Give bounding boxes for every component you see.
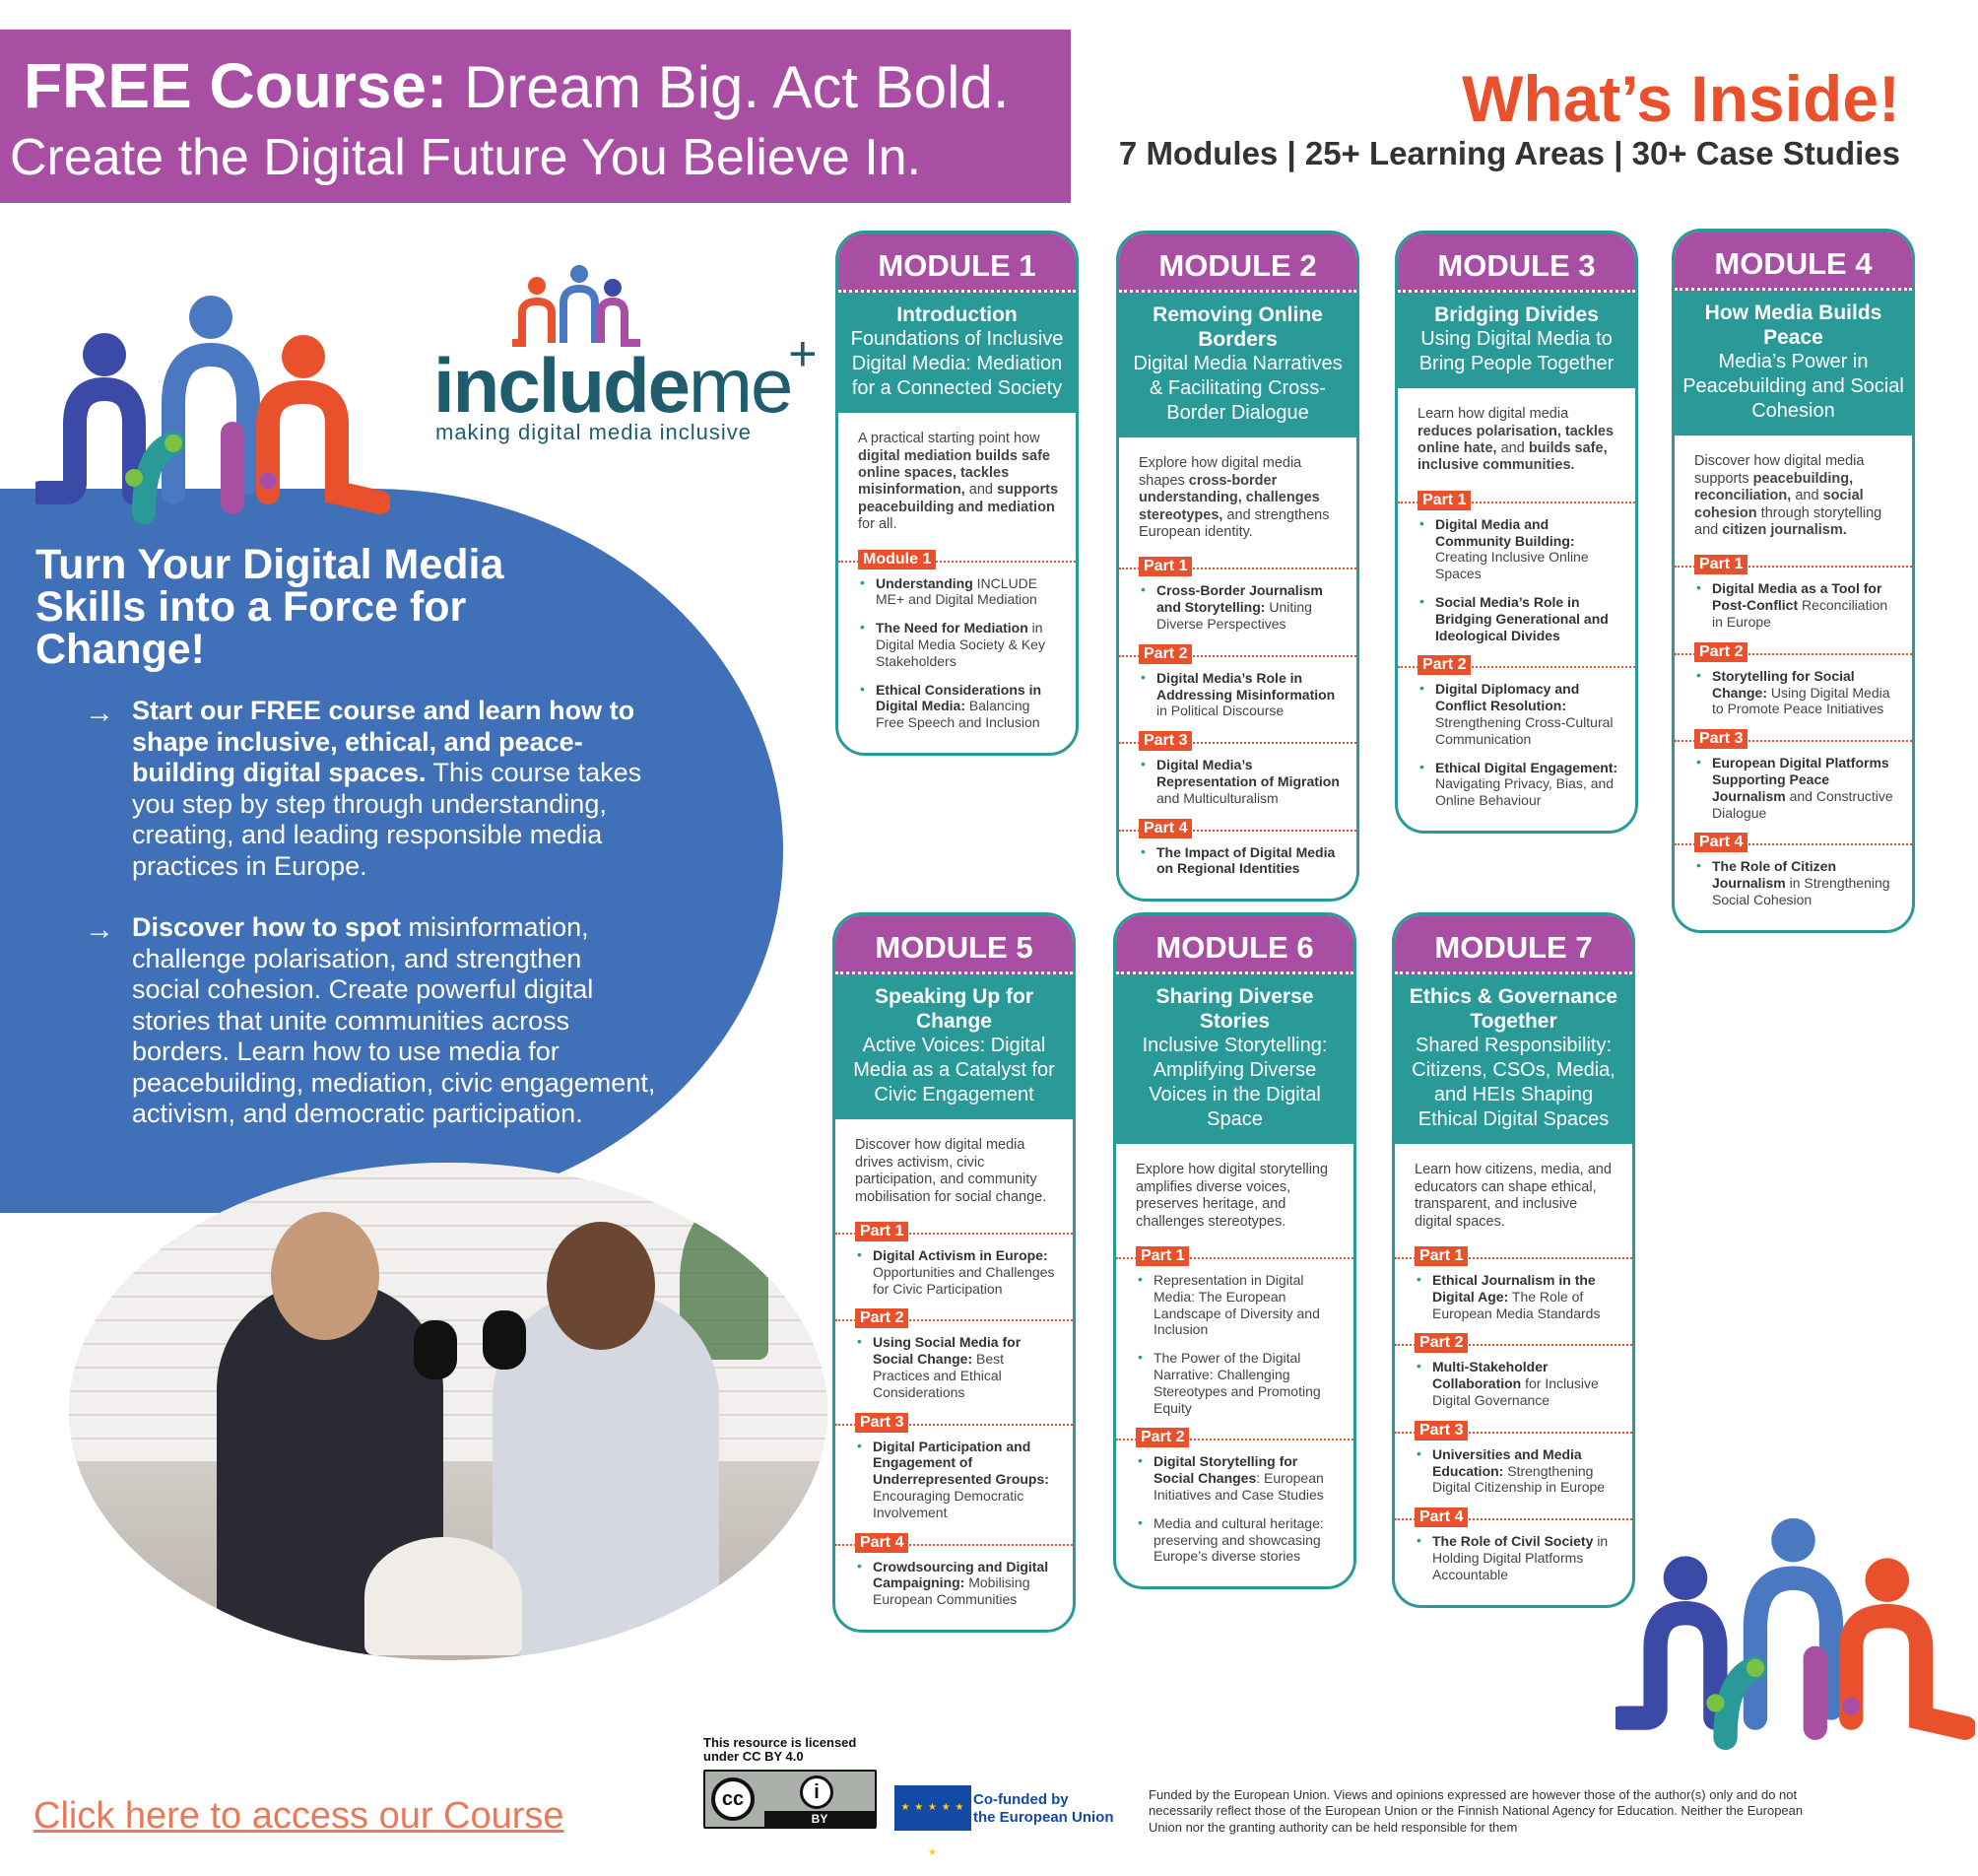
topic-item: • The Role of Citizen Journalism in Strengthening Social Cohesion (1712, 858, 1898, 907)
wordmark-include: include (433, 342, 690, 429)
module-card-2[interactable] (1116, 231, 1359, 902)
module-label: MODULE 6 (1116, 915, 1353, 974)
hero-bullet-1 (85, 696, 656, 882)
part-divider (835, 1413, 1073, 1435)
part-topic-list (1395, 1272, 1632, 1321)
arrow-right-icon: → (85, 697, 114, 729)
module-label: MODULE 5 (835, 915, 1073, 974)
part-topic-list (1398, 516, 1635, 644)
part-topic-list (835, 1334, 1073, 1400)
podcast-photo (69, 1163, 827, 1660)
part-label: Part 3 (855, 1413, 908, 1433)
part-label: Part 4 (1415, 1508, 1468, 1527)
part-divider (1675, 729, 1912, 751)
module-description: Learn how digital media reduces polarisation, tackles online hate, and builds safe, inclusive communities. (1418, 406, 1615, 474)
topic-item: • Multi-Stakeholder Collaboration for Inclusive Digital Governance (1432, 1359, 1618, 1408)
module-title: Bridging Divides (1434, 303, 1599, 326)
topic-item: • Digital Activism in Europe: Opportunities and Challenges for Civic Participation (873, 1247, 1059, 1297)
topic-item: • Universities and Media Education: Strengthening Digital Citizenship in Europe (1432, 1446, 1618, 1496)
part-divider (835, 1308, 1073, 1330)
part-topic-list (1119, 582, 1356, 632)
part-label: Part 2 (855, 1308, 908, 1328)
part-label: Part 2 (1415, 1333, 1468, 1353)
topic-item: • Using Social Media for Social Change: Best Practices and Ethical Considerations (873, 1334, 1059, 1400)
part-divider (1398, 491, 1635, 512)
part-divider (1395, 1246, 1632, 1268)
part-divider (1675, 555, 1912, 576)
topic-item: • Understanding INCLUDE ME+ and Digital Mediation (876, 575, 1062, 609)
part-topic-list (1119, 757, 1356, 806)
topic-item: • Ethical Considerations in Digital Media: Balancing Free Speech and Inclusion (876, 682, 1062, 731)
part-label: Part 3 (1415, 1421, 1468, 1440)
module-label: MODULE 3 (1398, 234, 1635, 293)
part-divider (1675, 642, 1912, 664)
part-label: Part 3 (1694, 729, 1747, 749)
part-topic-list (1398, 681, 1635, 809)
part-label: Part 4 (1694, 833, 1747, 852)
topic-item: • Digital Media’s Role in Addressing Misinformation in Political Discourse (1156, 670, 1343, 719)
part-topic-list (1395, 1533, 1632, 1582)
brand-tagline: making digital media inclusive (435, 420, 753, 444)
part-divider (838, 550, 1076, 571)
header-line-1 (24, 49, 1010, 122)
module-title: Ethics & Governance Together (1409, 985, 1618, 1034)
part-divider (1119, 819, 1356, 840)
part-label: Part 4 (1139, 819, 1192, 838)
module-subtitle: Media’s Power in Peacebuilding and Social Cohesion (1682, 351, 1904, 423)
part-label: Part 2 (1694, 642, 1747, 662)
module-subtitle: Using Digital Media to Bring People Together (1418, 328, 1615, 375)
topic-item: • Digital Media as a Tool for Post-Conflict Reconciliation in Europe (1712, 580, 1898, 630)
module-label: MODULE 2 (1119, 234, 1356, 293)
eu-line-2: the European Union (973, 1809, 1114, 1826)
topic-item: • The Role of Civil Society in Holding Digital Platforms Accountable (1432, 1533, 1618, 1582)
course-stats: 7 Modules | 25+ Learning Areas | 30+ Case Studies (1118, 135, 1900, 171)
part-label: Part 1 (855, 1222, 908, 1241)
attribution-icon: i (800, 1776, 833, 1809)
module-card-7[interactable] (1392, 912, 1635, 1608)
cc-by-badge[interactable] (703, 1770, 877, 1829)
part-topic-list (1395, 1446, 1632, 1496)
topic-item: • Cross-Border Journalism and Storytelling: Uniting Diverse Perspectives (1156, 582, 1343, 632)
module-title-box (835, 974, 1073, 1119)
part-divider (1395, 1421, 1632, 1442)
part-topic-list (1116, 1272, 1353, 1416)
module-card-1[interactable] (835, 231, 1079, 756)
part-topic-list (835, 1439, 1073, 1521)
topic-item: • Digital Storytelling for Social Changes: European Initiatives and Case Studies (1154, 1453, 1340, 1503)
topic-item: • European Digital Platforms Supporting Peace Journalism and Constructive Dialogue (1712, 755, 1898, 821)
module-label: MODULE 1 (838, 234, 1076, 293)
part-divider (1395, 1508, 1632, 1529)
part-divider (1116, 1428, 1353, 1449)
module-description: Explore how digital media shapes cross-border understanding, challenges stereotypes, and strengthens European identity. (1139, 455, 1330, 540)
hero-bullet-2-text: misinformation, challenge polarisation, and strengthen social cohesion. Create powerful digital stories that unite communities across borders. Learn how to use media for peacebuilding, mediation, civic engagement, activism, and democratic participation. (132, 912, 656, 1129)
module-title: Introduction (896, 303, 1018, 326)
header-banner (0, 30, 1071, 203)
part-label: Part 2 (1418, 655, 1471, 675)
eu-flag-icon (894, 1785, 971, 1858)
whats-inside-title: What’s Inside! (1462, 62, 1900, 135)
includeme-figures-logo-bottom (1615, 1517, 1975, 1759)
part-label: Part 1 (1139, 557, 1192, 576)
includeme-figures-logo (35, 296, 390, 532)
module-subtitle: Active Voices: Digital Media as a Catalyst for Civic Engagement (853, 1035, 1055, 1106)
module-title-box (838, 293, 1076, 413)
eu-stars: ★ ★ ★ ★ ★ ★ (900, 1802, 965, 1858)
topic-item: • The Impact of Digital Media on Regional Identities (1156, 844, 1343, 878)
includeme-small-figures (502, 264, 650, 353)
arrow-right-icon: → (85, 913, 114, 946)
part-topic-list (1675, 858, 1912, 907)
module-title-box (1116, 974, 1353, 1144)
part-topic-list (835, 1559, 1073, 1608)
part-divider (1119, 557, 1356, 578)
header-line-2: Create the Digital Future You Believe In. (10, 129, 922, 186)
module-title: Removing Online Borders (1153, 303, 1323, 352)
topic-item: • Storytelling for Social Change: Using Digital Media to Promote Peace Initiatives (1712, 668, 1898, 717)
module-title-box (1395, 974, 1632, 1144)
part-divider (1119, 731, 1356, 753)
part-label: Part 3 (1139, 731, 1192, 751)
part-label: Part 1 (1418, 491, 1471, 510)
hero-title: Turn Your Digital Media Skills into a Force for Change! (35, 541, 504, 673)
topic-item: • Digital Diplomacy and Conflict Resolution: Strengthening Cross-Cultural Communication (1435, 681, 1621, 747)
topic-item: • Digital Media’s Representation of Migration and Multiculturalism (1156, 757, 1343, 806)
part-label: Part 1 (1694, 555, 1747, 574)
topic-item: • Media and cultural heritage: preserving and showcasing Europe’s diverse stories (1154, 1515, 1340, 1565)
module-card-4[interactable] (1672, 229, 1915, 933)
topic-item: • Ethical Journalism in the Digital Age: The Role of European Media Standards (1432, 1272, 1618, 1321)
module-title: Speaking Up for Change (874, 985, 1034, 1034)
module-subtitle: Digital Media Narratives & Facilitating Cross-Border Dialogue (1133, 353, 1343, 425)
topic-item: • Digital Media and Community Building: Creating Inclusive Online Spaces (1435, 516, 1621, 582)
eu-cofunded-text (973, 1791, 1114, 1827)
part-divider (1675, 833, 1912, 854)
module-description: A practical starting point how digital mediation builds safe online spaces, tackles misinformation, and supports peacebuilding and mediation for all. (858, 431, 1059, 533)
part-topic-list (1116, 1453, 1353, 1565)
part-label: Part 4 (855, 1533, 908, 1553)
part-topic-list (1395, 1359, 1632, 1408)
part-topic-list (1119, 670, 1356, 719)
module-card-6[interactable] (1113, 912, 1356, 1589)
part-topic-list (1675, 755, 1912, 821)
includeme-wordmark (433, 326, 816, 431)
hero-bullet-2-bold: Discover how to spot (132, 912, 402, 942)
eu-line-1: Co-funded by (973, 1791, 1069, 1808)
part-divider (1119, 644, 1356, 666)
module-card-5[interactable] (832, 912, 1076, 1633)
module-title: Sharing Diverse Stories (1155, 985, 1314, 1034)
part-topic-list (1119, 844, 1356, 878)
part-label: Part 2 (1136, 1428, 1189, 1447)
module-label: MODULE 7 (1395, 915, 1632, 974)
hero-bullet-1-bold: Start our FREE course and learn how to shape inclusive, ethical, and peace-building digital spaces. (132, 696, 635, 788)
header-slogan: Dream Big. Act Bold. (447, 54, 1010, 120)
module-title: How Media Builds Peace (1704, 302, 1882, 350)
part-divider (835, 1533, 1073, 1555)
part-divider (1116, 1246, 1353, 1268)
module-description: Learn how citizens, media, and educators can shape ethical, transparent, and inclusive digital spaces. (1415, 1162, 1612, 1230)
part-label: Part 1 (1415, 1246, 1468, 1266)
topic-item: • Social Media’s Role in Bridging Generational and Ideological Divides (1435, 594, 1621, 643)
cc-icon: cc (711, 1777, 755, 1821)
license-text: This resource is licensed under CC BY 4.0 (703, 1735, 857, 1764)
module-label: MODULE 4 (1675, 232, 1912, 291)
part-label: Part 2 (1139, 644, 1192, 664)
module-description: Discover how digital media drives activism, civic participation, and community mobilisation for social change. (855, 1137, 1047, 1205)
free-course-label: FREE Course: (24, 50, 448, 121)
wordmark-me: me (689, 342, 792, 429)
hero-bullet-1-text: This course takes you step by step through understanding, creating, and leading responsible media practices in Europe. (132, 758, 642, 881)
module-card-3[interactable] (1395, 231, 1638, 834)
topic-item: • Crowdsourcing and Digital Campaigning: Mobilising European Communities (873, 1559, 1059, 1608)
part-topic-list (835, 1247, 1073, 1297)
module-subtitle: Shared Responsibility: Citizens, CSOs, Media, and HEIs Shaping Ethical Digital Spaces (1412, 1035, 1615, 1131)
access-course-link[interactable]: Click here to access our Course (33, 1795, 564, 1837)
part-topic-list (1675, 580, 1912, 630)
wordmark-plus: + (788, 326, 816, 381)
module-title-box (1119, 293, 1356, 437)
hero-bullet-2 (85, 912, 656, 1130)
module-subtitle: Foundations of Inclusive Digital Media: Mediation for a Connected Society (850, 328, 1064, 400)
topic-item: • Ethical Digital Engagement: Navigating Privacy, Bias, and Online Behaviour (1435, 760, 1621, 809)
topic-item: • The Need for Mediation in Digital Media Society & Key Stakeholders (876, 620, 1062, 669)
part-divider (1398, 655, 1635, 677)
funding-disclaimer: Funded by the European Union. Views and opinions expressed are however those of the author(s) only and do not necessarily reflect those of the European Union or the Finnish National Agency for Education. Neither the European Union nor the granting authority can be held responsible for them (1149, 1787, 1804, 1835)
module-title-box (1398, 293, 1635, 388)
module-title-box (1675, 291, 1912, 436)
topic-item: • Representation in Digital Media: The European Landscape of Diversity and Inclusion (1154, 1272, 1340, 1338)
module-description: Explore how digital storytelling amplifies diverse voices, preserves heritage, and challenges stereotypes. (1136, 1162, 1329, 1230)
topic-item: • The Power of the Digital Narrative: Challenging Stereotypes and Promoting Equity (1154, 1350, 1340, 1416)
part-label: Part 1 (1136, 1246, 1189, 1266)
part-label: Module 1 (858, 550, 936, 570)
topic-item: • Digital Participation and Engagement of Underrepresented Groups: Encouraging Democratic Involvement (873, 1439, 1059, 1521)
module-subtitle: Inclusive Storytelling: Amplifying Diverse Voices in the Digital Space (1142, 1035, 1328, 1131)
part-divider (1395, 1333, 1632, 1355)
part-topic-list (838, 575, 1076, 731)
module-description: Discover how digital media supports peacebuilding, reconciliation, and social cohesion through storytelling and citizen journalism. (1694, 453, 1882, 538)
by-label: BY (764, 1811, 875, 1827)
part-divider (835, 1222, 1073, 1243)
part-topic-list (1675, 668, 1912, 717)
